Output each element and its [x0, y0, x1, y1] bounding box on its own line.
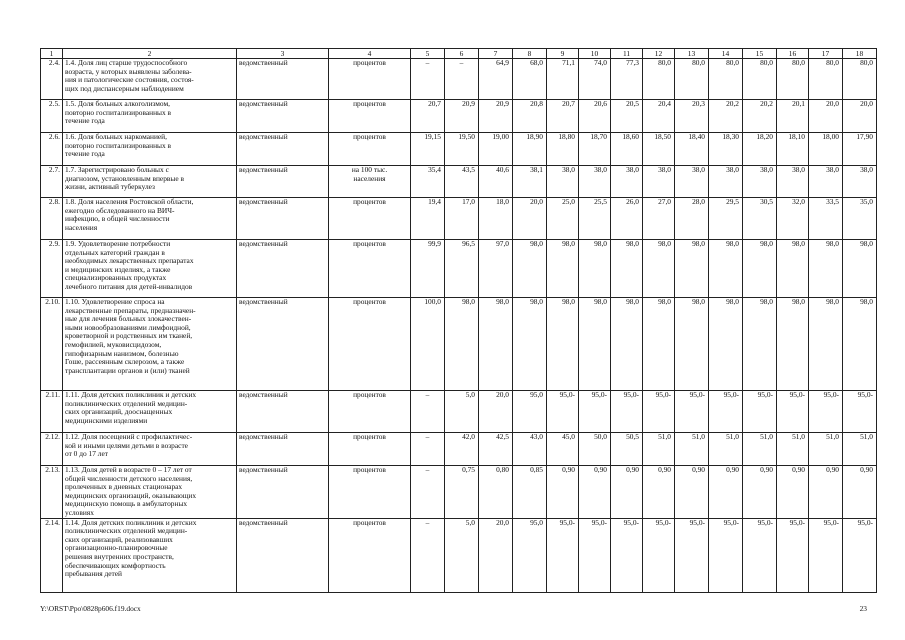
- value-cell: 98,0: [843, 298, 877, 391]
- row-index: 2.14.: [41, 518, 63, 592]
- value-cell: 38,0: [547, 166, 579, 198]
- indicator-name-line: организационно-планировочные: [65, 543, 168, 553]
- table-row: [41, 198, 877, 240]
- indicator-name-line: ния и патологические состояния, состоя-: [65, 75, 194, 85]
- unit-line: процентов: [353, 518, 386, 527]
- value-cell: 20,9: [445, 100, 479, 133]
- value-cell: 95,0-: [611, 391, 643, 433]
- value-cell: 98,0: [809, 298, 843, 391]
- value-cell: 95,0-: [611, 518, 643, 592]
- value-cell: 98,0: [479, 298, 513, 391]
- indicator-name-line: отдельных категорий граждан в: [65, 247, 165, 257]
- value-cell: 20,7: [411, 100, 445, 133]
- column-number: 13: [675, 49, 709, 59]
- value-cell: 98,0: [675, 240, 709, 298]
- value-cell: 80,0: [843, 59, 877, 100]
- value-cell: 20,9: [479, 100, 513, 133]
- unit-line: на 100 тыс.: [351, 165, 388, 174]
- indicator-name-line: повторно госпитализированных в: [65, 107, 172, 117]
- indicator-name-line: специализированных продуктах: [65, 273, 167, 283]
- value-cell: 18,0: [479, 198, 513, 240]
- value-cell: 35,4: [411, 166, 445, 198]
- indicator-name-line: 1.11. Доля детских поликлиник и детских: [65, 390, 197, 399]
- value-cell: 98,0: [547, 240, 579, 298]
- value-cell: 95,0-: [809, 391, 843, 433]
- row-index: 2.12.: [41, 433, 63, 466]
- column-number: 7: [479, 49, 513, 59]
- indicator-name-line: необходимых лекарственных препаратах: [65, 256, 194, 266]
- row-index: 2.9.: [41, 240, 63, 298]
- column-number: 11: [611, 49, 643, 59]
- table-row: [41, 240, 877, 298]
- table-row: [41, 298, 877, 391]
- value-cell: 98,0: [743, 240, 777, 298]
- value-cell: 98,0: [579, 240, 611, 298]
- unit-of-measure: [329, 391, 411, 433]
- value-cell: 98,0: [709, 240, 743, 298]
- value-cell: 20,1: [777, 100, 809, 133]
- value-cell: 95,0-: [643, 391, 675, 433]
- value-cell: 95,0-: [709, 518, 743, 592]
- column-number: 12: [643, 49, 675, 59]
- value-cell: 25,5: [579, 198, 611, 240]
- unit-line: процентов: [353, 432, 386, 441]
- value-cell: 95,0-: [643, 518, 675, 592]
- indicator-type: ведомственный: [237, 166, 329, 198]
- value-cell: 95,0-: [579, 518, 611, 592]
- value-cell: 20,2: [743, 100, 777, 133]
- indicator-name: [63, 166, 237, 198]
- value-cell: 25,0: [547, 198, 579, 240]
- indicator-name-line: ских организаций, реализовавших: [65, 534, 173, 544]
- value-cell: 18,30: [709, 133, 743, 166]
- value-cell: 99,9: [411, 240, 445, 298]
- column-number: 3: [237, 49, 329, 59]
- row-index: 2.5.: [41, 100, 63, 133]
- table-row: [41, 466, 877, 519]
- unit-of-measure: [329, 466, 411, 519]
- header-row: [41, 49, 877, 59]
- unit-of-measure: [329, 433, 411, 466]
- value-cell: 0,90: [809, 466, 843, 519]
- value-cell: 20,0: [479, 391, 513, 433]
- indicator-type: ведомственный: [237, 518, 329, 592]
- value-cell: 98,0: [643, 240, 675, 298]
- value-cell: 100,0: [411, 298, 445, 391]
- value-cell: 28,0: [675, 198, 709, 240]
- value-cell: 95,0-: [709, 391, 743, 433]
- value-cell: 38,0: [777, 166, 809, 198]
- value-cell: 0,90: [675, 466, 709, 519]
- value-cell: 27,0: [643, 198, 675, 240]
- value-cell: 98,0: [579, 298, 611, 391]
- unit-line: населения: [353, 173, 386, 183]
- indicator-name: [63, 518, 237, 592]
- value-cell: 20,0: [479, 518, 513, 592]
- indicator-name-line: гемофилией, муковисцидозом,: [65, 339, 162, 349]
- value-cell: 95,0-: [777, 518, 809, 592]
- value-cell: 0,90: [777, 466, 809, 519]
- value-cell: 0,90: [843, 466, 877, 519]
- unit-of-measure: [329, 240, 411, 298]
- value-cell: 20,6: [579, 100, 611, 133]
- value-cell: 17,0: [445, 198, 479, 240]
- indicator-name-line: 1.6. Доля больных наркоманией,: [65, 132, 167, 141]
- indicator-type: ведомственный: [237, 433, 329, 466]
- value-cell: 95,0-: [579, 391, 611, 433]
- indicator-type: ведомственный: [237, 100, 329, 133]
- value-cell: 64,9: [479, 59, 513, 100]
- column-number: 17: [809, 49, 843, 59]
- value-cell: 19,00: [479, 133, 513, 166]
- column-number: 9: [547, 49, 579, 59]
- value-cell: 80,0: [743, 59, 777, 100]
- value-cell: 98,0: [513, 298, 547, 391]
- unit-of-measure: [329, 59, 411, 100]
- column-number: 14: [709, 49, 743, 59]
- unit-line: процентов: [353, 58, 386, 67]
- value-cell: 17,90: [843, 133, 877, 166]
- value-cell: 0,90: [547, 466, 579, 519]
- indicator-name-line: 1.10. Удовлетворение спроса на: [65, 297, 165, 306]
- column-number: 8: [513, 49, 547, 59]
- value-cell: 95,0-: [777, 391, 809, 433]
- unit-of-measure: [329, 166, 411, 198]
- value-cell: 0,90: [611, 466, 643, 519]
- value-cell: 98,0: [743, 298, 777, 391]
- indicator-name: [63, 298, 237, 391]
- indicator-name-line: 1.4. Доля лиц старше трудоспособного: [65, 58, 188, 67]
- value-cell: 18,50: [643, 133, 675, 166]
- unit-line: процентов: [353, 197, 386, 206]
- value-cell: 0,85: [513, 466, 547, 519]
- unit-of-measure: [329, 100, 411, 133]
- row-index: 2.10.: [41, 298, 63, 391]
- value-cell: 0,90: [709, 466, 743, 519]
- indicator-name-line: 1.14. Доля детских поликлиник и детских: [65, 518, 197, 527]
- indicator-name-line: обеспечивающих комфортность: [65, 560, 166, 570]
- value-cell: –: [411, 466, 445, 519]
- indicator-type: ведомственный: [237, 298, 329, 391]
- indicator-name-line: медицинскими изделиями: [65, 415, 148, 425]
- unit-of-measure: [329, 518, 411, 592]
- value-cell: 18,90: [513, 133, 547, 166]
- row-index: 2.7.: [41, 166, 63, 198]
- value-cell: 20,2: [709, 100, 743, 133]
- value-cell: 50,0: [579, 433, 611, 466]
- value-cell: 38,0: [709, 166, 743, 198]
- value-cell: 20,8: [513, 100, 547, 133]
- value-cell: 95,0-: [547, 391, 579, 433]
- value-cell: 95,0-: [675, 391, 709, 433]
- value-cell: 68,0: [513, 59, 547, 100]
- value-cell: 42,5: [479, 433, 513, 466]
- value-cell: 0,90: [743, 466, 777, 519]
- indicator-name-line: возраста, у которых выявлены заболева-: [65, 66, 192, 76]
- table-row: [41, 100, 877, 133]
- value-cell: 51,0: [643, 433, 675, 466]
- value-cell: 95,0-: [843, 518, 877, 592]
- indicator-type: ведомственный: [237, 391, 329, 433]
- value-cell: 95,0-: [809, 518, 843, 592]
- unit-of-measure: [329, 133, 411, 166]
- indicator-name-line: трансплантации органов и (или) тканей: [65, 365, 190, 375]
- table-row: [41, 391, 877, 433]
- value-cell: 18,20: [743, 133, 777, 166]
- unit-line: процентов: [353, 132, 386, 141]
- indicator-name-line: от 0 до 17 лет: [65, 449, 108, 459]
- indicator-type: ведомственный: [237, 240, 329, 298]
- indicator-name: [63, 133, 237, 166]
- indicator-name-line: общей численности детского населения,: [65, 473, 193, 483]
- value-cell: 80,0: [809, 59, 843, 100]
- unit-line: процентов: [353, 239, 386, 248]
- indicator-name: [63, 240, 237, 298]
- indicator-name-line: лечебного питания для детей-инвалидов: [65, 281, 193, 291]
- value-cell: 35,0: [843, 198, 877, 240]
- unit-line: процентов: [353, 99, 386, 108]
- row-index: 2.11.: [41, 391, 63, 433]
- value-cell: 18,80: [547, 133, 579, 166]
- indicator-name-line: инфекцию, в общей численности: [65, 214, 170, 224]
- indicator-name: [63, 391, 237, 433]
- indicator-name-line: 1.7. Зарегистрировано больных с: [65, 165, 169, 174]
- indicator-name-line: повторно госпитализированных в: [65, 140, 172, 150]
- unit-line: процентов: [353, 297, 386, 306]
- value-cell: 45,0: [547, 433, 579, 466]
- indicator-name-line: течение года: [65, 116, 105, 126]
- value-cell: 5,0: [445, 518, 479, 592]
- value-cell: 38,0: [579, 166, 611, 198]
- value-cell: 95,0: [513, 518, 547, 592]
- indicator-name-line: ными новообразованиями лимфоидной,: [65, 322, 191, 332]
- value-cell: 38,0: [843, 166, 877, 198]
- value-cell: 38,0: [643, 166, 675, 198]
- indicator-name-line: диагнозом, установленным впервые в: [65, 173, 184, 183]
- value-cell: 80,0: [675, 59, 709, 100]
- value-cell: 38,0: [675, 166, 709, 198]
- indicator-name-line: кой и иными целями детьми в возрасте: [65, 440, 188, 450]
- indicator-type: ведомственный: [237, 198, 329, 240]
- column-number: 16: [777, 49, 809, 59]
- column-number: 18: [843, 49, 877, 59]
- value-cell: 98,0: [513, 240, 547, 298]
- value-cell: 95,0-: [743, 518, 777, 592]
- value-cell: –: [445, 59, 479, 100]
- value-cell: –: [411, 518, 445, 592]
- column-number: 1: [41, 49, 63, 59]
- indicator-type: ведомственный: [237, 466, 329, 519]
- footer-file-path: Y:\ORST\Ppo\0828p606.f19.docx: [40, 604, 141, 613]
- value-cell: 5,0: [445, 391, 479, 433]
- table-row: [41, 433, 877, 466]
- indicator-name-line: ских организаций, дооснащенных: [65, 407, 173, 417]
- value-cell: 98,0: [611, 298, 643, 391]
- value-cell: 26,0: [611, 198, 643, 240]
- unit-of-measure: [329, 298, 411, 391]
- value-cell: 80,0: [643, 59, 675, 100]
- indicator-type: ведомственный: [237, 133, 329, 166]
- indicator-name-line: ные для лечения больных злокачествен-: [65, 314, 192, 324]
- value-cell: 51,0: [777, 433, 809, 466]
- value-cell: 18,00: [809, 133, 843, 166]
- value-cell: 71,1: [547, 59, 579, 100]
- value-cell: 98,0: [843, 240, 877, 298]
- value-cell: 29,5: [709, 198, 743, 240]
- value-cell: 51,0: [809, 433, 843, 466]
- value-cell: 50,5: [611, 433, 643, 466]
- value-cell: 51,0: [709, 433, 743, 466]
- value-cell: 18,60: [611, 133, 643, 166]
- unit-line: процентов: [353, 465, 386, 474]
- column-number: 10: [579, 49, 611, 59]
- value-cell: 98,0: [675, 298, 709, 391]
- page-number: 23: [859, 604, 867, 613]
- value-cell: 97,0: [479, 240, 513, 298]
- value-cell: 38,0: [611, 166, 643, 198]
- table-row: [41, 59, 877, 100]
- value-cell: 20,0: [809, 100, 843, 133]
- row-index: 2.8.: [41, 198, 63, 240]
- indicator-name-line: медицинскую помощь в амбулаторных: [65, 499, 188, 509]
- value-cell: 95,0: [513, 391, 547, 433]
- column-number: 4: [329, 49, 411, 59]
- indicator-type: ведомственный: [237, 59, 329, 100]
- indicator-name-line: Гоше, рассеянным склерозом, а также: [65, 357, 185, 367]
- column-number: 5: [411, 49, 445, 59]
- indicator-name-line: и медицинских изделиях, а также: [65, 264, 171, 274]
- value-cell: 98,0: [777, 240, 809, 298]
- value-cell: 20,3: [675, 100, 709, 133]
- value-cell: 98,0: [611, 240, 643, 298]
- value-cell: 0,80: [479, 466, 513, 519]
- indicator-name-line: лекарственные препараты, предназначен-: [65, 305, 196, 315]
- indicator-name-line: кроветворной и родственных им тканей,: [65, 331, 193, 341]
- value-cell: 98,0: [643, 298, 675, 391]
- row-index: 2.4.: [41, 59, 63, 100]
- indicator-name-line: жизни, активный туберкулез: [65, 182, 155, 192]
- indicator-name-line: медицинских организаций, оказывающих: [65, 490, 197, 500]
- indicator-name-line: ежегодно обследованного на ВИЧ-: [65, 205, 175, 215]
- table-row: [41, 518, 877, 592]
- value-cell: 95,0-: [675, 518, 709, 592]
- value-cell: 19,50: [445, 133, 479, 166]
- value-cell: 96,5: [445, 240, 479, 298]
- indicator-table: [40, 48, 877, 593]
- value-cell: 19,4: [411, 198, 445, 240]
- indicator-name-line: 1.9. Удовлетворение потребности: [65, 239, 171, 248]
- value-cell: 18,70: [579, 133, 611, 166]
- indicator-name-line: поликлинических отделений медицин-: [65, 526, 188, 536]
- value-cell: 98,0: [445, 298, 479, 391]
- value-cell: 0,75: [445, 466, 479, 519]
- value-cell: 80,0: [709, 59, 743, 100]
- value-cell: 43,0: [513, 433, 547, 466]
- unit-of-measure: [329, 198, 411, 240]
- row-index: 2.6.: [41, 133, 63, 166]
- table-body: [41, 49, 877, 593]
- indicator-name-line: населения: [65, 222, 98, 232]
- indicator-name-line: щих под диспансерным наблюдением: [65, 83, 184, 93]
- unit-line: процентов: [353, 390, 386, 399]
- indicator-name-line: условиях: [65, 507, 94, 517]
- value-cell: 20,0: [843, 100, 877, 133]
- value-cell: 40,6: [479, 166, 513, 198]
- column-number: 6: [445, 49, 479, 59]
- value-cell: 32,0: [777, 198, 809, 240]
- value-cell: 98,0: [547, 298, 579, 391]
- table-row: [41, 166, 877, 198]
- value-cell: –: [411, 433, 445, 466]
- value-cell: 20,4: [643, 100, 675, 133]
- value-cell: 95,0-: [743, 391, 777, 433]
- value-cell: 51,0: [743, 433, 777, 466]
- value-cell: 74,0: [579, 59, 611, 100]
- indicator-name: [63, 198, 237, 240]
- value-cell: 0,90: [643, 466, 675, 519]
- indicator-name-line: пролеченных в дневных стационарах: [65, 482, 183, 492]
- value-cell: 18,10: [777, 133, 809, 166]
- indicator-name-line: течение года: [65, 149, 105, 159]
- indicator-name-line: пребывания детей: [65, 569, 122, 579]
- value-cell: 51,0: [843, 433, 877, 466]
- indicator-name-line: 1.8. Доля населения Ростовской области,: [65, 197, 194, 206]
- indicator-name-line: 1.5. Доля больных алкоголизмом,: [65, 99, 170, 108]
- indicator-name-line: 1.12. Доля посещений с профилактичес-: [65, 432, 193, 441]
- table-row: [41, 133, 877, 166]
- value-cell: 80,0: [777, 59, 809, 100]
- value-cell: 42,0: [445, 433, 479, 466]
- value-cell: 20,0: [513, 198, 547, 240]
- value-cell: 38,0: [743, 166, 777, 198]
- value-cell: 51,0: [675, 433, 709, 466]
- value-cell: 20,5: [611, 100, 643, 133]
- value-cell: 19,15: [411, 133, 445, 166]
- indicator-name: [63, 433, 237, 466]
- value-cell: 0,90: [579, 466, 611, 519]
- indicator-name-line: 1.13. Доля детей в возрасте 0 – 17 лет от: [65, 465, 192, 474]
- value-cell: 98,0: [809, 240, 843, 298]
- value-cell: 95,0-: [843, 391, 877, 433]
- row-index: 2.13.: [41, 466, 63, 519]
- value-cell: –: [411, 59, 445, 100]
- column-number: 15: [743, 49, 777, 59]
- value-cell: 95,0-: [547, 518, 579, 592]
- value-cell: 38,0: [809, 166, 843, 198]
- value-cell: 18,40: [675, 133, 709, 166]
- value-cell: 38,1: [513, 166, 547, 198]
- value-cell: 43,5: [445, 166, 479, 198]
- value-cell: 98,0: [777, 298, 809, 391]
- value-cell: –: [411, 391, 445, 433]
- column-number: 2: [63, 49, 237, 59]
- value-cell: 20,7: [547, 100, 579, 133]
- indicator-name-line: решения внутренних пространств,: [65, 551, 174, 561]
- value-cell: 98,0: [709, 298, 743, 391]
- value-cell: 77,3: [611, 59, 643, 100]
- value-cell: 30,5: [743, 198, 777, 240]
- value-cell: 33,5: [809, 198, 843, 240]
- indicator-name: [63, 466, 237, 519]
- indicator-name-line: поликлинических отделений медицин-: [65, 398, 188, 408]
- indicator-name-line: гипофизарным нанизмом, болезнью: [65, 348, 179, 358]
- indicator-name: [63, 59, 237, 100]
- indicator-name: [63, 100, 237, 133]
